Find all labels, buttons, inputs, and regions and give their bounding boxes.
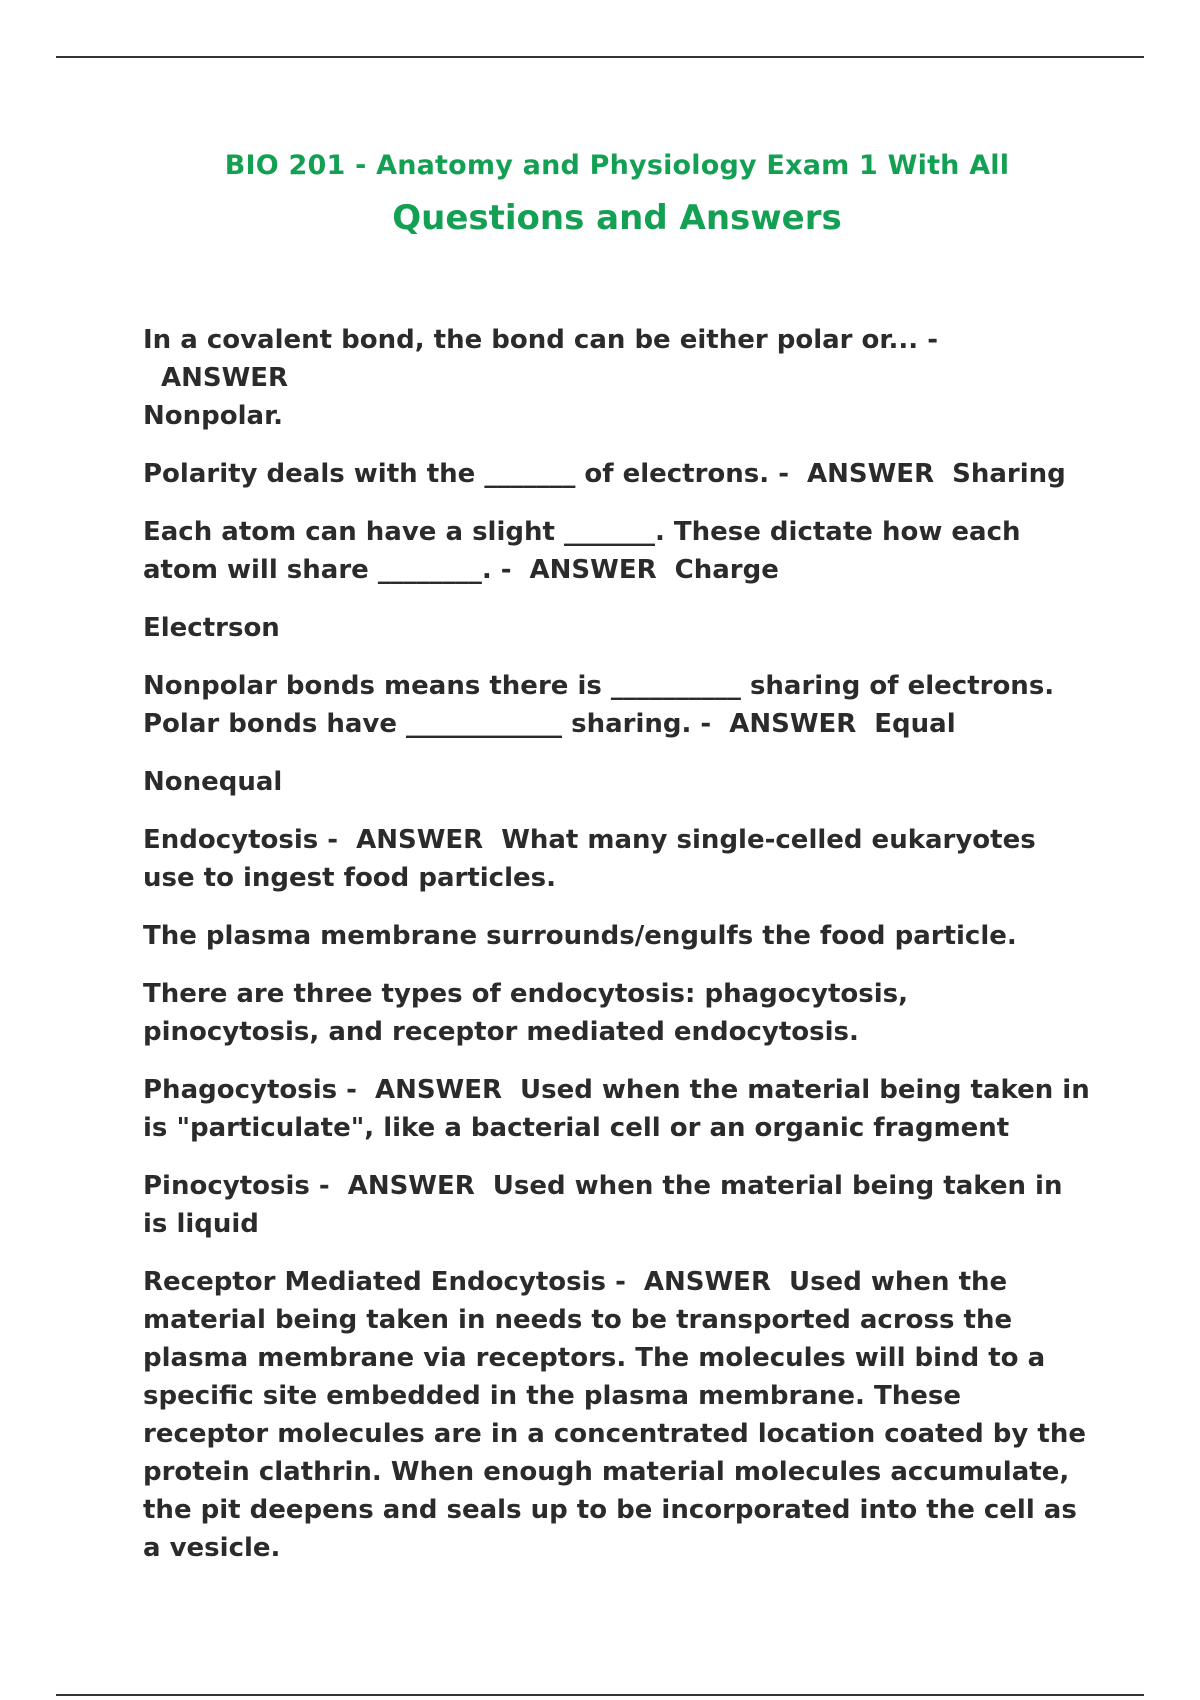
question-text: Nonpolar bonds means there is __________ sharing of electrons. Polar bonds have ____________ sharing. - <box>143 671 1055 739</box>
qa-entry-1 <box>143 321 1093 435</box>
question-text: Polarity deals with the _______ of electrons. - <box>143 459 790 489</box>
question-text: In a covalent bond, the bond can be either polar or... - <box>143 325 938 355</box>
answer-continuation: Electrson <box>143 613 280 643</box>
answer-continuation: There are three types of endocytosis: phagocytosis, pinocytosis, and receptor mediated endocytosis. <box>143 979 909 1047</box>
answer-text: What many single-celled eukaryotes use to ingest food particles. <box>143 825 1036 893</box>
document-title <box>0 146 1200 246</box>
answer-text: Nonpolar. <box>143 401 284 431</box>
qa-content <box>143 321 1093 1587</box>
answer-label: ANSWER <box>529 555 657 585</box>
answer-text: Equal <box>874 709 956 739</box>
qa-entry-4 <box>143 667 1093 743</box>
top-rule <box>56 56 1144 58</box>
qa-entry-8 <box>143 1263 1093 1567</box>
answer-text: Used when the material being taken in is liquid <box>143 1171 1063 1239</box>
answer-label: ANSWER <box>643 1267 771 1297</box>
question-text: Each atom can have a slight _______. These dictate how each atom will share ________. - <box>143 517 1021 585</box>
answer-label: ANSWER <box>161 363 289 393</box>
qa-entry-5 <box>143 821 1093 897</box>
answer-text: Used when the material being taken in needs to be transported across the plasma membrane via receptors. The molecules will bind to a specific site embedded in the plasma membrane. These receptor molecules are in a concentrated location coated by the protein clathrin. When enough material molecules accumulate, the pit deepens and seals up to be incorporated into the cell as a vesicle. <box>143 1267 1086 1563</box>
answer-text: Sharing <box>952 459 1066 489</box>
qa-entry-3 <box>143 513 1093 589</box>
title-line-2: Questions and Answers <box>392 198 842 238</box>
qa-entry-6 <box>143 1071 1093 1147</box>
title-line-1: BIO 201 - Anatomy and Physiology Exam 1 With All <box>224 150 1010 181</box>
question-text: Pinocytosis - <box>143 1171 330 1201</box>
question-text: Phagocytosis - <box>143 1075 357 1105</box>
answer-continuation: Nonequal <box>143 767 283 797</box>
qa-entry-7 <box>143 1167 1093 1243</box>
answer-text: Charge <box>674 555 779 585</box>
answer-label: ANSWER <box>807 459 935 489</box>
answer-label: ANSWER <box>729 709 857 739</box>
answer-label: ANSWER <box>374 1075 503 1105</box>
bottom-rule <box>56 1694 1144 1696</box>
answer-label: ANSWER <box>347 1171 475 1201</box>
question-text: Receptor Mediated Endocytosis - <box>143 1267 626 1297</box>
answer-continuation: The plasma membrane surrounds/engulfs the food particle. <box>143 921 1017 951</box>
answer-text: Used when the material being taken in is "particulate", like a bacterial cell or an organic fragment <box>143 1075 1090 1143</box>
qa-entry-2 <box>143 455 1093 493</box>
answer-label: ANSWER <box>356 825 484 855</box>
question-text: Endocytosis - <box>143 825 339 855</box>
